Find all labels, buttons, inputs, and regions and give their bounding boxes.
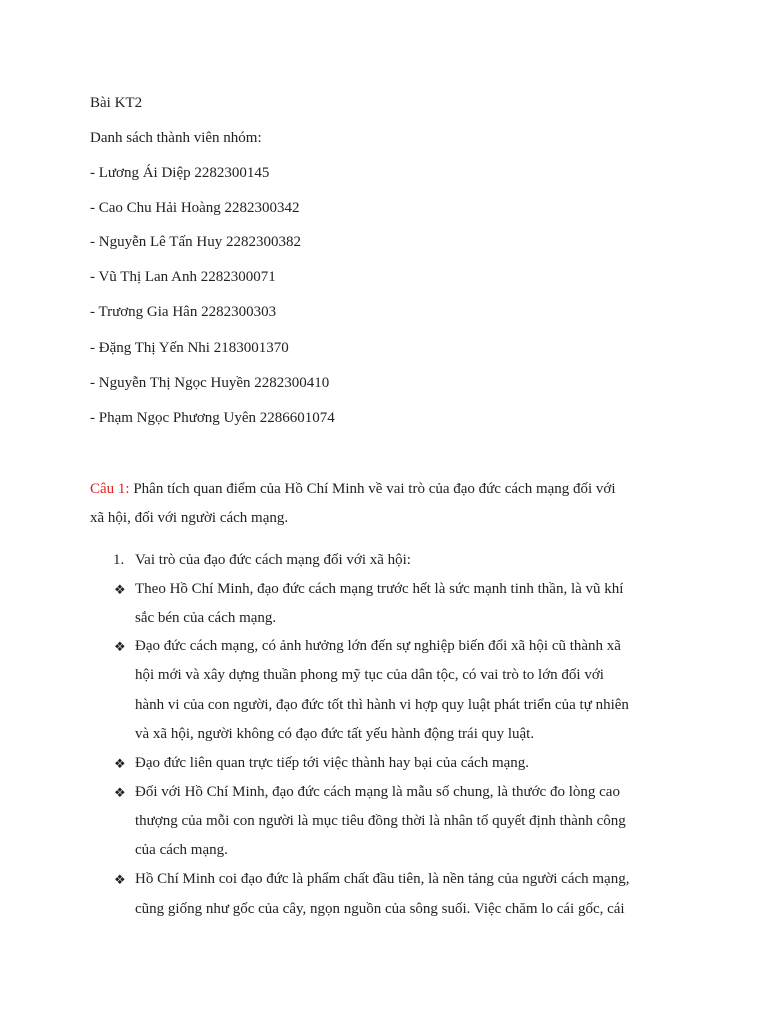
- question-text: Phân tích quan điểm của Hồ Chí Minh về vai trò của đạo đức cách mạng đối với: [129, 481, 616, 497]
- bullet-diamond-icon: ❖: [114, 786, 126, 801]
- question-heading: [90, 481, 616, 498]
- document-title: Bài KT2: [90, 95, 143, 111]
- bullet-diamond-icon: ❖: [114, 583, 126, 598]
- member-item: - Cao Chu Hải Hoàng 2282300342: [90, 200, 300, 216]
- numbered-item-number: 1.: [113, 552, 125, 568]
- bullet-text: hành vi của con người, đạo đức tốt thì hành vi hợp quy luật phát triển của tự nhiên: [135, 697, 629, 713]
- member-item: - Lương Ái Diệp 2282300145: [90, 165, 270, 181]
- bullet-diamond-icon: ❖: [114, 873, 126, 888]
- bullet-text: Đối với Hồ Chí Minh, đạo đức cách mạng là mẫu số chung, là thước đo lòng cao: [135, 784, 620, 800]
- member-item: - Phạm Ngọc Phương Uyên 2286601074: [90, 410, 335, 426]
- bullet-text: sắc bén của cách mạng.: [135, 610, 277, 626]
- bullet-text: thượng của mỗi con người là mục tiêu đồng thời là nhân tố quyết định thành công: [135, 813, 626, 829]
- question-text-continued: xã hội, đối với người cách mạng.: [90, 510, 289, 526]
- bullet-text: hội mới và xây dựng thuần phong mỹ tục của dân tộc, có vai trò to lớn đối với: [135, 667, 604, 683]
- member-item: - Nguyễn Thị Ngọc Huyền 2282300410: [90, 375, 330, 391]
- bullet-diamond-icon: ❖: [114, 640, 126, 655]
- bullet-text: cũng giống như gốc của cây, ngọn nguồn của sông suối. Việc chăm lo cái gốc, cái: [135, 901, 625, 917]
- bullet-text: và xã hội, người không có đạo đức tất yếu hành động trái quy luật.: [135, 726, 535, 742]
- members-heading: Danh sách thành viên nhóm:: [90, 130, 262, 146]
- bullet-text: Đạo đức cách mạng, có ảnh hưởng lớn đến sự nghiệp biến đổi xã hội cũ thành xã: [135, 638, 621, 654]
- member-item: - Trương Gia Hân 2282300303: [90, 304, 277, 320]
- question-label: Câu 1:: [90, 481, 130, 497]
- member-item: - Nguyễn Lê Tấn Huy 2282300382: [90, 234, 301, 250]
- bullet-text: của cách mạng.: [135, 842, 228, 858]
- member-item: - Đặng Thị Yến Nhi 2183001370: [90, 340, 289, 356]
- bullet-text: Đạo đức liên quan trực tiếp tới việc thành hay bại của cách mạng.: [135, 755, 530, 771]
- numbered-item-text: Vai trò của đạo đức cách mạng đối với xã hội:: [135, 552, 411, 568]
- bullet-text: Hồ Chí Minh coi đạo đức là phẩm chất đầu tiên, là nền tảng của người cách mạng,: [135, 871, 630, 887]
- bullet-text: Theo Hồ Chí Minh, đạo đức cách mạng trước hết là sức mạnh tinh thần, là vũ khí: [135, 581, 624, 597]
- member-item: - Vũ Thị Lan Anh 2282300071: [90, 269, 276, 285]
- bullet-diamond-icon: ❖: [114, 757, 126, 772]
